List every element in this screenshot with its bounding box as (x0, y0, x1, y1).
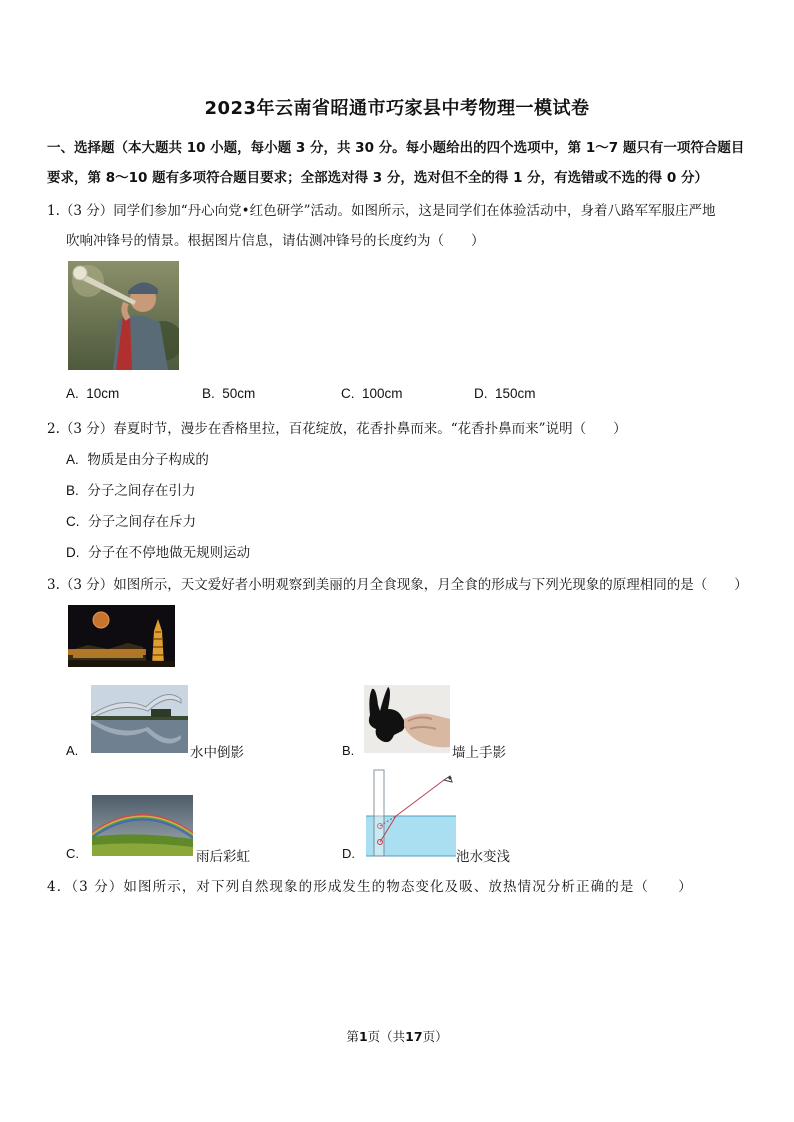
q2-stem: 2.（3 分）春夏时节，漫步在香格里拉，百花绽放，花香扑鼻而来。“花香扑鼻而来”说明（ ） (47, 421, 627, 437)
q3-option-b-caption: 墙上手影 (452, 745, 506, 761)
q1-option-b[interactable] (202, 386, 255, 401)
q2-option-a-label: A. (66, 452, 79, 467)
q1-option-d-text: 150cm (495, 386, 536, 401)
q3-option-a-label[interactable]: A. (66, 743, 79, 758)
section-heading-line2: 要求，第 8～10 题有多项符合题目要求；全部选对得 3 分，选对但不全的得 1 分，有选错或不选的得 0 分） (47, 170, 708, 186)
q3-option-d-refraction-diagram[interactable] (366, 768, 456, 858)
q1-option-c-label: C. (341, 386, 355, 401)
q2-option-d[interactable] (66, 541, 250, 561)
q3-option-d-caption: 池水变浅 (456, 849, 510, 865)
footer-total-pages: 17 (405, 1029, 423, 1044)
q3-option-c-label[interactable]: C. (66, 846, 79, 861)
q4-stem: 4．（3 分）如图所示，对下列自然现象的形成发生的物态变化及吸、放热情况分析正确的是（ ） (47, 879, 693, 895)
q3-option-a-caption: 水中倒影 (190, 745, 244, 761)
footer-prefix: 第 (346, 1029, 359, 1044)
page-title: 2023年云南省昭通市巧家县中考物理一模试卷 (204, 98, 590, 119)
q1-option-a[interactable] (66, 386, 119, 401)
q1-stem-line1: 1.（3 分）同学们参加“丹心向党•红色研学”活动。如图所示，这是同学们在体验活动中，身着八路军军服庄严地 (47, 203, 716, 219)
q2-option-a-text: 物质是由分子构成的 (87, 452, 209, 468)
q3-option-b-hand-shadow-photo[interactable] (364, 685, 450, 753)
q1-option-b-text: 50cm (222, 386, 256, 401)
q1-option-d[interactable] (474, 386, 536, 401)
q2-option-b[interactable] (66, 479, 195, 499)
q3-option-d-label[interactable]: D. (342, 846, 355, 861)
q3-option-c-caption: 雨后彩虹 (196, 849, 250, 865)
footer-suffix: 页） (422, 1029, 448, 1044)
q3-lunar-eclipse-photo (68, 605, 175, 667)
q2-option-b-text: 分子之间存在引力 (87, 483, 196, 499)
section-heading-line1: 一、选择题（本大题共 10 小题，每小题 3 分，共 30 分。每小题给出的四个选项中，第 1～7 题只有一项符合题目 (47, 140, 745, 156)
q3-option-a-reflection-photo[interactable] (91, 685, 188, 753)
q2-option-d-label: D. (66, 545, 80, 560)
q1-option-c[interactable] (341, 386, 403, 401)
q1-option-b-label: B. (202, 386, 215, 401)
q1-option-a-label: A. (66, 386, 79, 401)
q2-option-c-text: 分子之间存在斥力 (88, 514, 197, 530)
q3-option-b-label[interactable]: B. (342, 743, 355, 758)
q2-option-a[interactable] (66, 448, 209, 468)
q1-option-c-text: 100cm (362, 386, 403, 401)
page-footer (0, 1027, 794, 1045)
q3-stem: 3.（3 分）如图所示，天文爱好者小明观察到美丽的月全食现象，月全食的形成与下列光现象的原理相同的是（ ） (47, 577, 748, 593)
q3-option-c-rainbow-photo[interactable] (92, 795, 193, 856)
footer-page-number: 1 (358, 1029, 368, 1044)
q2-option-c-label: C. (66, 514, 80, 529)
q1-stem-line2: 吹响冲锋号的情景。根据图片信息，请估测冲锋号的长度约为（ ） (66, 233, 485, 249)
q1-option-a-text: 10cm (86, 386, 120, 401)
q1-option-d-label: D. (474, 386, 488, 401)
q2-option-c[interactable] (66, 510, 196, 530)
q2-option-d-text: 分子在不停地做无规则运动 (88, 545, 251, 561)
footer-mid: 页（共 (367, 1029, 406, 1044)
q2-option-b-label: B. (66, 483, 79, 498)
q1-bugler-photo (68, 261, 179, 370)
